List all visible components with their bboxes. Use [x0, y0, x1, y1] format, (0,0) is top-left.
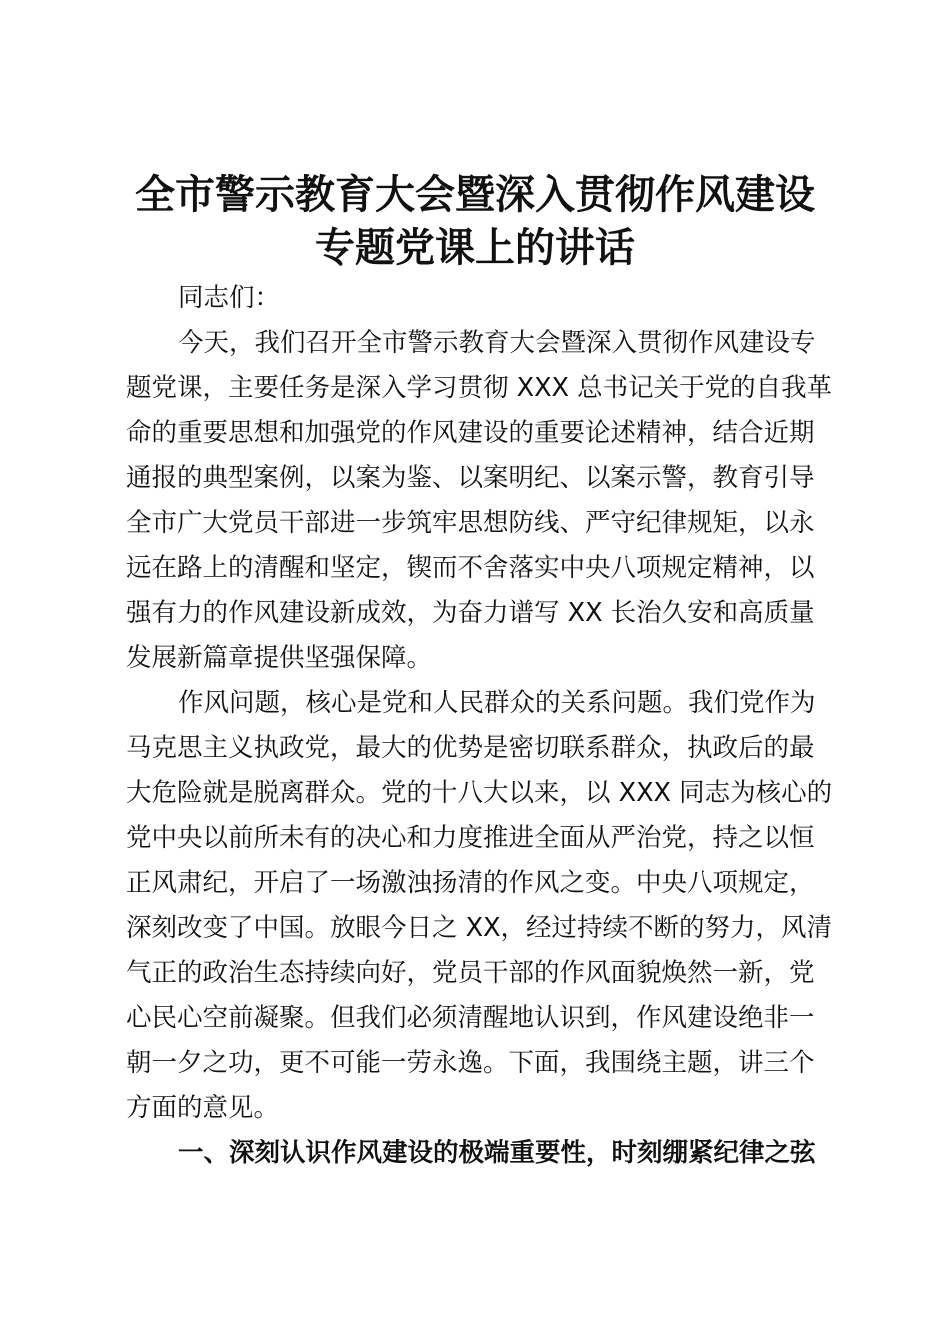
salutation: 同志们：: [178, 283, 281, 313]
section-heading: 一、深刻认识作风建设的极端重要性，时刻绷紧纪律之弦: [178, 1138, 816, 1168]
paragraph-line: 通报的典型案例，以案为鉴、以案明纪、以案示警，教育引导: [126, 463, 815, 493]
paragraph-line: 命的重要思想和加强党的作风建设的重要论述精神，结合近期: [126, 418, 815, 448]
paragraph-line: 发展新篇章提供坚强保障。: [126, 643, 433, 673]
paragraph-line: 正风肃纪，开启了一场激浊扬清的作风之变。中央八项规定，: [126, 868, 815, 898]
paragraph-line: 全市广大党员干部进一步筑牢思想防线、严守纪律规矩，以永: [126, 508, 815, 538]
paragraph-1: [126, 321, 833, 681]
paragraph-line: 深刻改变了中国。放眼今日之 XX，经过持续不断的努力，风清: [126, 913, 833, 943]
paragraph-line: 大危险就是脱离群众。党的十八大以来，以 XXX 同志为核心的: [126, 778, 833, 808]
paragraph-line: 朝一夕之功，更不可能一劳永逸。下面，我围绕主题，讲三个: [126, 1048, 815, 1078]
paragraph-line: 作风问题，核心是党和人民群众的关系问题。我们党作为: [178, 688, 816, 718]
paragraph-line: 气正的政治生态持续向好，党员干部的作风面貌焕然一新，党: [126, 958, 815, 988]
paragraph-2: [126, 681, 833, 1131]
paragraph-line: 题党课，主要任务是深入学习贯彻 XXX 总书记关于党的自我革: [126, 373, 833, 403]
document-title-line-1: 全市警示教育大会暨深入贯彻作风建设: [135, 172, 815, 218]
paragraph-line: 党中央以前所未有的决心和力度推进全面从严治党，持之以恒: [126, 823, 815, 853]
document-body: [126, 276, 833, 1176]
paragraph-line: 强有力的作风建设新成效，为奋力谱写 XX 长治久安和高质量: [126, 598, 815, 628]
document-title-line-2: 专题党课上的讲话: [315, 225, 635, 271]
paragraph-line: 今天，我们召开全市警示教育大会暨深入贯彻作风建设专: [178, 328, 816, 358]
paragraph-line: 心民心空前凝聚。但我们必须清醒地认识到，作风建设绝非一: [126, 1003, 815, 1033]
paragraph-line: 马克思主义执政党，最大的优势是密切联系群众，执政后的最: [126, 733, 815, 763]
paragraph-line: 远在路上的清醒和坚定，锲而不舍落实中央八项规定精神，以: [126, 553, 815, 583]
paragraph-line: 方面的意见。: [126, 1093, 280, 1123]
